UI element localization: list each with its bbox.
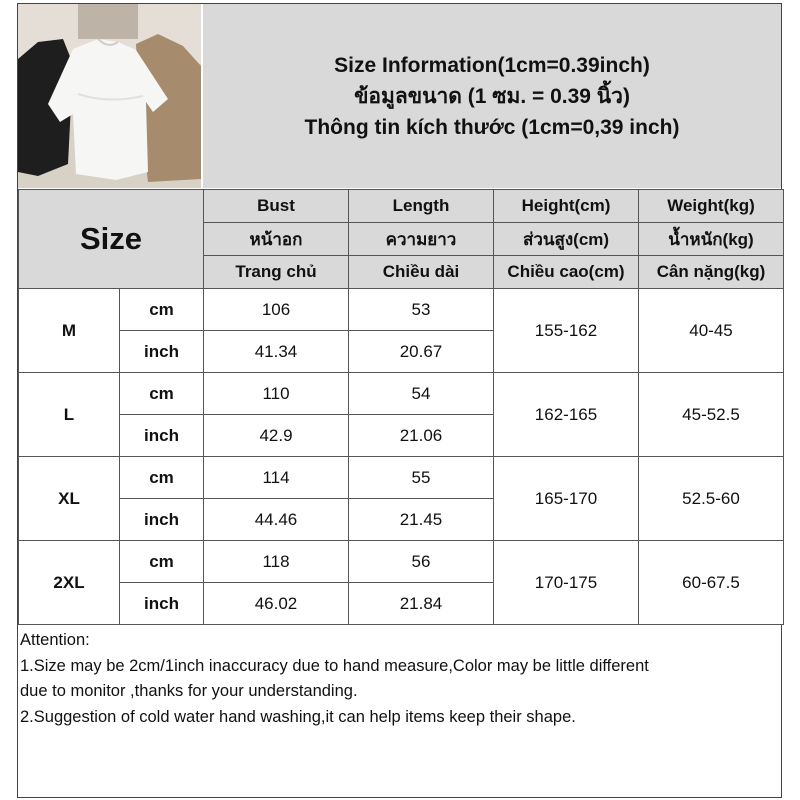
attention-line-2: due to monitor ,thanks for your understanding. bbox=[20, 682, 358, 701]
length-cm-value: 53 bbox=[349, 289, 494, 331]
header-weight: Weight(kg) bbox=[639, 190, 784, 223]
attention-line-3: 2.Suggestion of cold water hand washing,it can help items keep their shape. bbox=[20, 707, 576, 726]
size-info-title bbox=[203, 4, 781, 188]
header-weight-vietnamese: Cân nặng(kg) bbox=[639, 256, 784, 289]
header-bust: Bust bbox=[204, 190, 349, 223]
header-bust-vietnamese: Trang chủ bbox=[204, 256, 349, 289]
table-row bbox=[19, 289, 784, 331]
length-cm-value: 56 bbox=[349, 541, 494, 583]
size-table bbox=[18, 189, 784, 625]
length-inch-value: 21.45 bbox=[349, 499, 494, 541]
product-photo bbox=[18, 4, 201, 188]
bust-cm-value: 114 bbox=[204, 457, 349, 499]
title-thai: ข้อมูลขนาด (1 ซม. = 0.39 นิ้ว) bbox=[354, 84, 630, 108]
weight-range: 52.5-60 bbox=[639, 457, 784, 541]
header-height: Height(cm) bbox=[494, 190, 639, 223]
header-length-thai: ความยาว bbox=[349, 223, 494, 256]
header-length-vietnamese: Chiều dài bbox=[349, 256, 494, 289]
size-label: M bbox=[19, 289, 120, 373]
size-header: Size bbox=[19, 190, 204, 289]
height-range: 165-170 bbox=[494, 457, 639, 541]
bust-inch-value: 44.46 bbox=[204, 499, 349, 541]
unit-inch-label: inch bbox=[120, 331, 204, 373]
size-label: L bbox=[19, 373, 120, 457]
unit-inch-label: inch bbox=[120, 499, 204, 541]
unit-cm-label: cm bbox=[120, 289, 204, 331]
height-range: 162-165 bbox=[494, 373, 639, 457]
bust-inch-value: 42.9 bbox=[204, 415, 349, 457]
attention-notes bbox=[20, 628, 780, 730]
header-bust-thai: หน้าอก bbox=[204, 223, 349, 256]
length-inch-value: 21.84 bbox=[349, 583, 494, 625]
unit-cm-label: cm bbox=[120, 457, 204, 499]
weight-range: 40-45 bbox=[639, 289, 784, 373]
height-range: 170-175 bbox=[494, 541, 639, 625]
length-inch-value: 21.06 bbox=[349, 415, 494, 457]
length-inch-value: 20.67 bbox=[349, 331, 494, 373]
header-length: Length bbox=[349, 190, 494, 223]
height-range: 155-162 bbox=[494, 289, 639, 373]
title-english: Size Information(1cm=0.39inch) bbox=[334, 53, 650, 77]
unit-inch-label: inch bbox=[120, 415, 204, 457]
t-shirt-photo-image bbox=[18, 4, 201, 188]
size-label: 2XL bbox=[19, 541, 120, 625]
table-row bbox=[19, 457, 784, 499]
unit-inch-label: inch bbox=[120, 583, 204, 625]
length-cm-value: 54 bbox=[349, 373, 494, 415]
header-weight-thai: น้ำหนัก(kg) bbox=[639, 223, 784, 256]
header-height-vietnamese: Chiều cao(cm) bbox=[494, 256, 639, 289]
bust-inch-value: 41.34 bbox=[204, 331, 349, 373]
header-height-thai: ส่วนสูง(cm) bbox=[494, 223, 639, 256]
table-row bbox=[19, 541, 784, 583]
bust-inch-value: 46.02 bbox=[204, 583, 349, 625]
table-row bbox=[19, 373, 784, 415]
title-vietnamese: Thông tin kích thước (1cm=0,39 inch) bbox=[304, 115, 680, 139]
attention-heading: Attention: bbox=[20, 631, 90, 649]
attention-line-1: 1.Size may be 2cm/1inch inaccuracy due to hand measure,Color may be little different bbox=[20, 656, 649, 675]
weight-range: 60-67.5 bbox=[639, 541, 784, 625]
bust-cm-value: 106 bbox=[204, 289, 349, 331]
size-label: XL bbox=[19, 457, 120, 541]
length-cm-value: 55 bbox=[349, 457, 494, 499]
bust-cm-value: 118 bbox=[204, 541, 349, 583]
bust-cm-value: 110 bbox=[204, 373, 349, 415]
unit-cm-label: cm bbox=[120, 373, 204, 415]
weight-range: 45-52.5 bbox=[639, 373, 784, 457]
unit-cm-label: cm bbox=[120, 541, 204, 583]
header-row-english bbox=[19, 190, 784, 223]
